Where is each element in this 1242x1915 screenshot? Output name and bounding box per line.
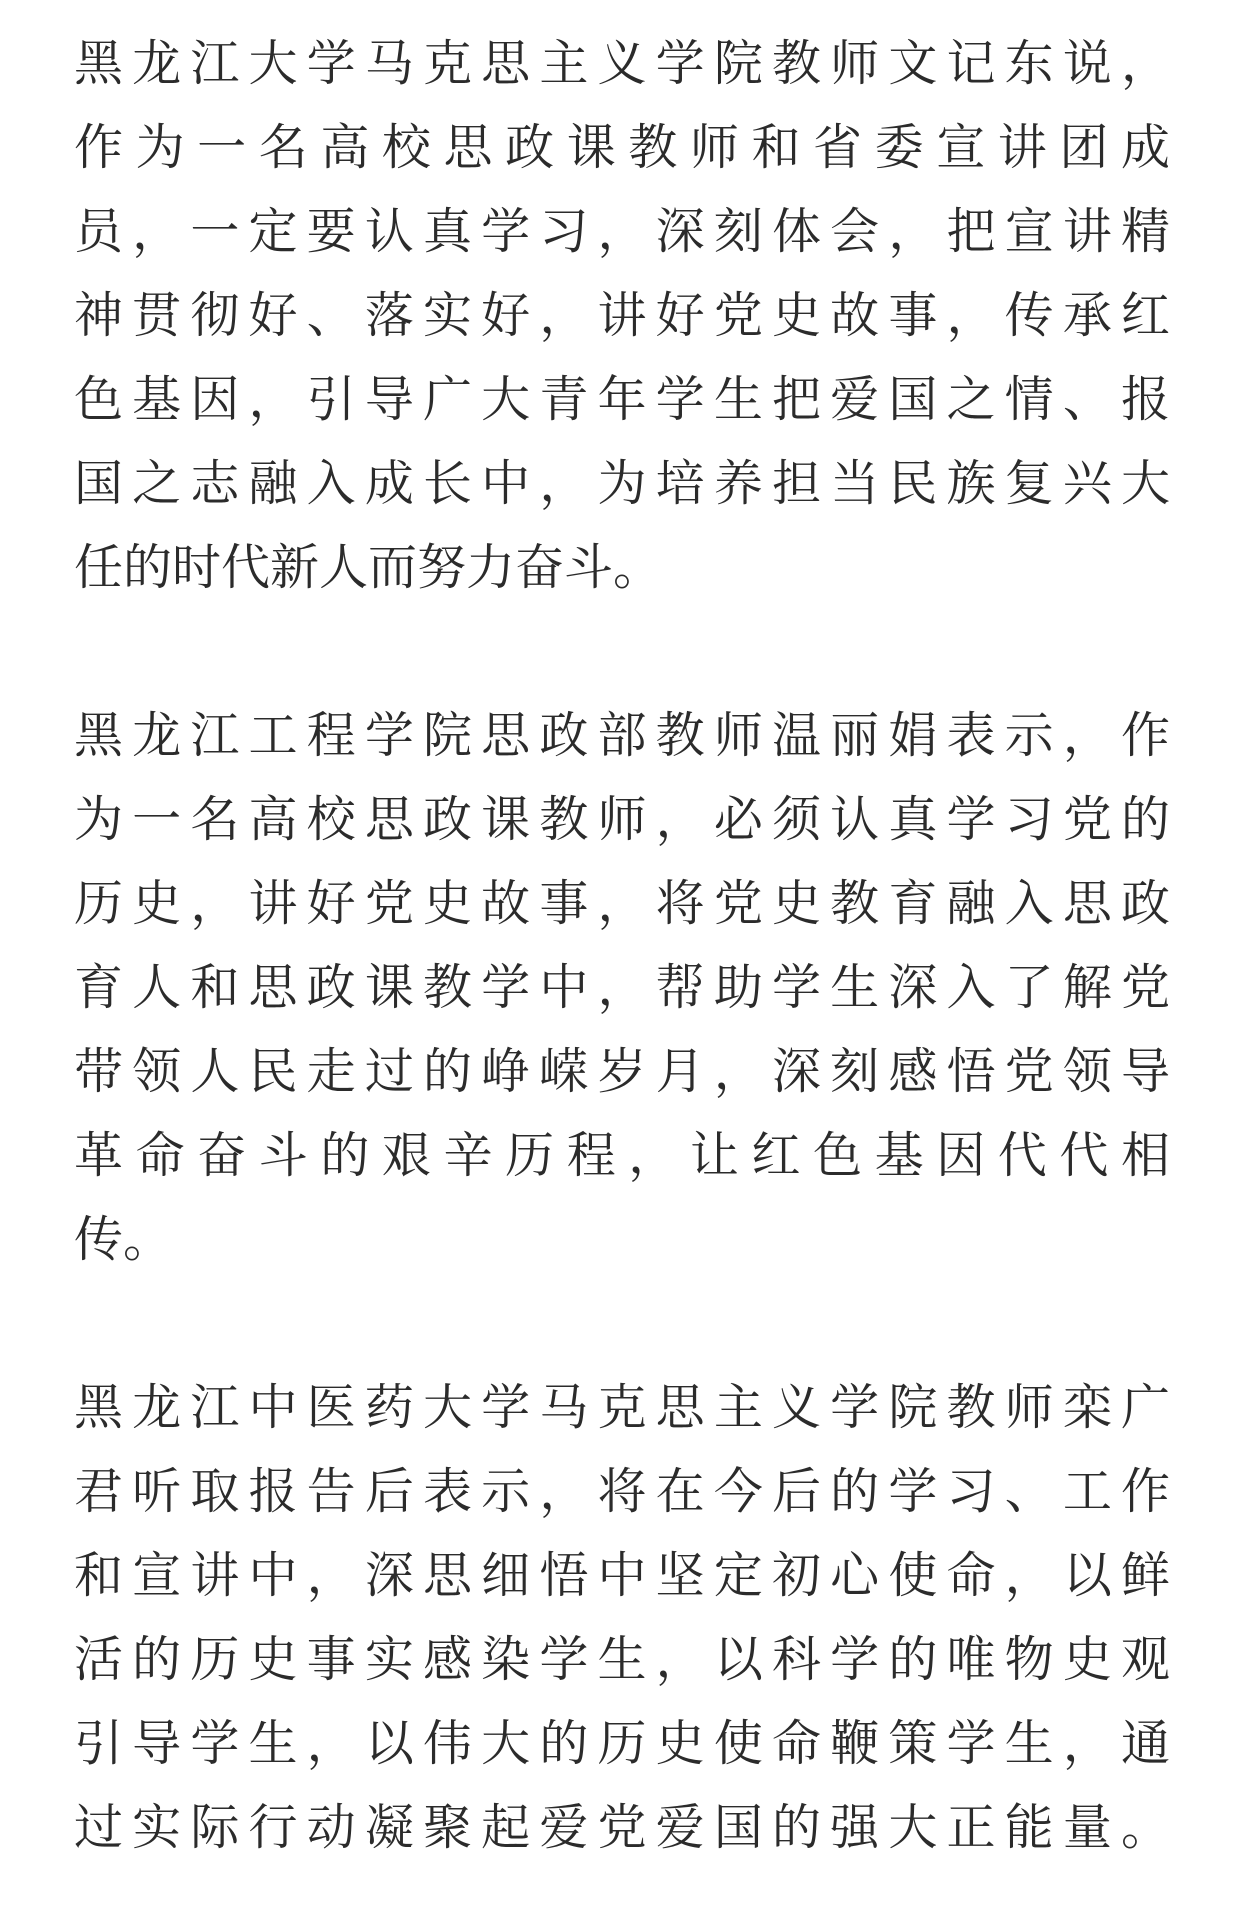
text-line: 君听取报告后表示，将在今后的学习、工作 <box>74 1463 1170 1520</box>
text-line: 带领人民走过的峥嵘岁月，深刻感悟党领导 <box>74 1043 1170 1100</box>
paragraph-1 <box>74 22 1170 610</box>
text-line: 国之志融入成长中，为培养担当民族复兴大 <box>74 455 1170 512</box>
text-line: 黑龙江工程学院思政部教师温丽娟表示，作 <box>74 707 1170 764</box>
text-line: 引导学生，以伟大的历史使命鞭策学生，通 <box>74 1715 1170 1772</box>
text-line: 活的历史事实感染学生，以科学的唯物史观 <box>74 1631 1170 1688</box>
text-line: 过实际行动凝聚起爱党爱国的强大正能量。 <box>74 1799 1170 1856</box>
text-line: 神贯彻好、落实好，讲好党史故事，传承红 <box>74 287 1170 344</box>
text-line: 员，一定要认真学习，深刻体会，把宣讲精 <box>74 203 1170 260</box>
text-line: 育人和思政课教学中，帮助学生深入了解党 <box>74 959 1170 1016</box>
text-line: 历史，讲好党史故事，将党史教育融入思政 <box>74 875 1170 932</box>
text-line: 任的时代新人而努力奋斗。 <box>74 539 663 596</box>
text-line: 色基因，引导广大青年学生把爱国之情、报 <box>74 371 1170 428</box>
text-line: 作为一名高校思政课教师和省委宣讲团成 <box>74 119 1170 176</box>
text-line: 革命奋斗的艰辛历程，让红色基因代代相 <box>74 1127 1170 1184</box>
paragraph-3 <box>74 1366 1170 1870</box>
paragraph-2 <box>74 694 1170 1282</box>
text-line: 黑龙江大学马克思主义学院教师文记东说， <box>74 35 1170 92</box>
text-line: 和宣讲中，深思细悟中坚定初心使命，以鲜 <box>74 1547 1170 1604</box>
text-line: 黑龙江中医药大学马克思主义学院教师栾广 <box>74 1379 1170 1436</box>
text-line: 传。 <box>74 1211 173 1268</box>
text-line: 为一名高校思政课教师，必须认真学习党的 <box>74 791 1170 848</box>
